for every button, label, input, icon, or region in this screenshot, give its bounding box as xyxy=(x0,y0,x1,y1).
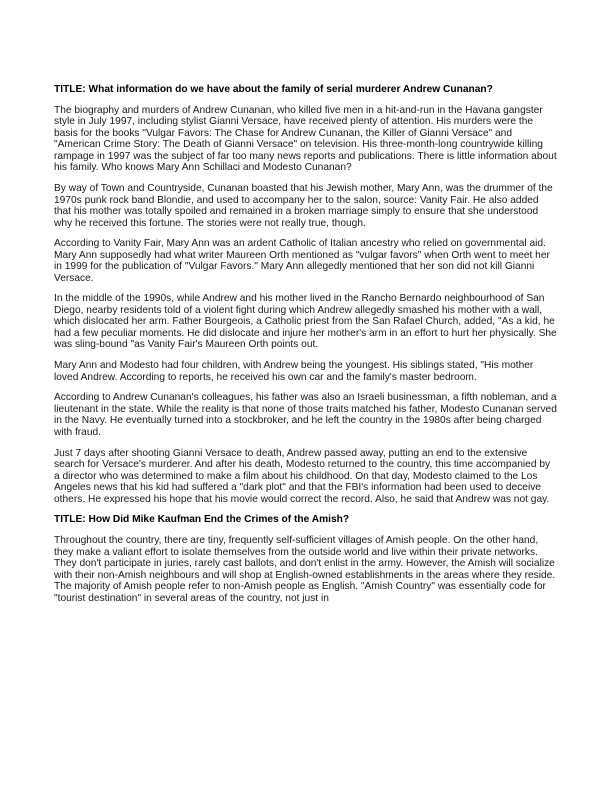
article-paragraph: According to Vanity Fair, Mary Ann was an ardent Catholic of Italian ancestry who relied on governmental aid. Mary Ann supposedly had what writer Maureen Orth mentioned as "vulgar favors" when Orth went to meet her in 1999 for the publication of "Vulgar Favors." Mary Ann allegedly mentioned that her son did not kill Gianni Versace. xyxy=(54,238,550,284)
article-title: TITLE: What information do we have about the family of serial murderer Andrew Cunanan? xyxy=(54,84,493,95)
article-paragraph: By way of Town and Countryside, Cunanan boasted that his Jewish mother, Mary Ann, was the drummer of the 1970s punk rock band Blondie, and used to accompany her to the salon, source: Vanity Fair. He also added that his mother was totally spoiled and remained in a broken marriage simply to ensure that she understood why he received this fortune. The stories were not really true, though. xyxy=(54,183,553,229)
article-paragraph: The biography and murders of Andrew Cunanan, who killed five men in a hit-and-run in the Havana gangster style in July 1997, including stylist Gianni Versace, have received plenty of attention. His murders were the basis for the books "Vulgar Favors: The Chase for Andrew Cunanan, the Killer of Gianni Versace" and "American Crime Story: The Death of Gianni Versace" on television. His three-month-long countrywide killing rampage in 1997 was the subject of far too many news reports and publications. There is little information about his family. Who knows Mary Ann Schillaci and Modesto Cunanan? xyxy=(54,104,557,174)
article-paragraph: Mary Ann and Modesto had four children, with Andrew being the youngest. His siblings stated, "His mother loved Andrew. According to reports, he received his own car and the family's master bedroom. xyxy=(54,360,534,383)
article-title: TITLE: How Did Mike Kaufman End the Crimes of the Amish? xyxy=(54,514,350,526)
article-paragraph: Throughout the country, there are tiny, frequently self-sufficient villages of Amish people. On the other hand, they make a valiant effort to isolate themselves from the outside world and live within their private networks. They don't participate in juries, rarely cast ballots, and don't enlist in the army. However, the Amish will socialize with their non-Amish neighbours and will shop at English-owned establishments in the areas where they reside. The majority of Amish people refer to non-Amish people as English. "Amish Country" was essentially code for "tourist destination" in several areas of the country, not just in xyxy=(54,535,556,604)
document-page xyxy=(54,84,558,613)
article-paragraph: Just 7 days after shooting Gianni Versace to death, Andrew passed away, putting an end to the extensive search for Versace's murderer. And after his death, Modesto returned to the country, this time accompanied by a director who was determined to make a film about his childhood. On that day, Modesto claimed to the Los Angeles news that his kid had suffered a "dark plot" and that the FBI's information had been used to deceive others. He expressed his hope that his movie would correct the record. Also, he said that Andrew was not gay. xyxy=(54,447,551,505)
article-paragraph: According to Andrew Cunanan's colleagues, his father was also an Israeli businessman, a fifth nobleman, and a lieutenant in the state. While the reality is that none of those traits matched his father, Modesto Cunanan served in the Navy. He eventually turned into a stockbroker, and he left the country in the 1980s after being charged with fraud. xyxy=(54,392,557,438)
article-paragraph: In the middle of the 1990s, while Andrew and his mother lived in the Rancho Bernardo neighbourhood of San Diego, nearby residents told of a violent fight during which Andrew allegedly smashed his mother with a wall, which dislocated her arm. Father Bourgeois, a Catholic priest from the San Rafael Church, added, "As a kid, he had a few peculiar moments. He did dislocate and injure her mother's arm in an effort to hurt her physically. She was sling-bound "as Vanity Fair's Maureen Orth points out. xyxy=(54,293,557,351)
